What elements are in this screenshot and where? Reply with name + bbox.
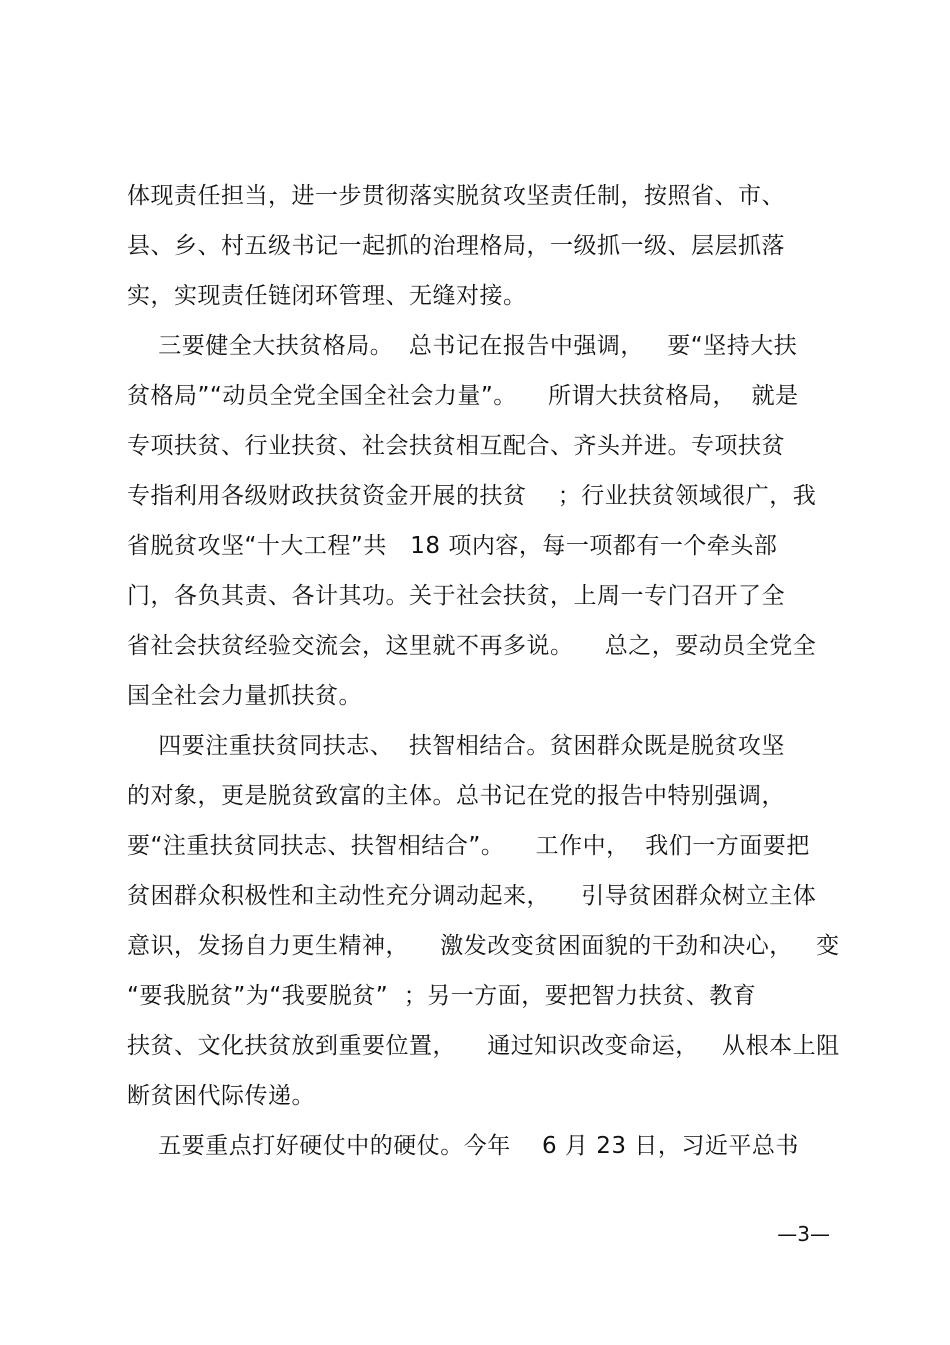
page-number: —3— (777, 1222, 830, 1246)
text-line: 五要重点打好硬仗中的硬仗。今年 6 月 23 日，习近平总书 (127, 1133, 799, 1159)
text-line: 体现责任担当，进一步贯彻落实脱贫攻坚责任制，按照省、市、 (127, 183, 785, 209)
text-line: 要“注重扶贫同扶志、扶智相结合”。 工作中， 我们一方面要把 (127, 833, 810, 859)
text-line: 的对象，更是脱贫致富的主体。总书记在党的报告中特别强调， (127, 783, 785, 809)
text-line: 省社会扶贫经验交流会，这里就不再多说。 总之，要动员全党全 (127, 633, 817, 659)
text-line: 贫格局”“动员全党全国全社会力量”。 所谓大扶贫格局， 就是 (127, 383, 799, 409)
text-line: 断贫困代际传递。 (127, 1083, 315, 1109)
text-line: 四要注重扶贫同扶志、 扶智相结合。贫困群众既是脱贫攻坚 (127, 733, 785, 759)
text-line: 意识，发扬自力更生精神， 激发改变贫困面貌的干劲和决心， 变 (127, 933, 840, 959)
text-line: “要我脱贫”为“我要脱贫” ；另一方面，要把智力扶贫、教育 (127, 983, 757, 1009)
text-line: 专指利用各级财政扶贫资金开展的扶贫 ；行业扶贫领域很广，我 (127, 483, 817, 509)
text-line: 专项扶贫、行业扶贫、社会扶贫相互配合、齐头并进。专项扶贫 (127, 433, 785, 459)
text-line: 国全社会力量抓扶贫。 (127, 683, 362, 709)
text-line: 实，实现责任链闭环管理、无缝对接。 (127, 283, 527, 309)
text-line: 门，各负其责、各计其功。关于社会扶贫，上周一专门召开了全 (127, 583, 785, 609)
text-line: 三要健全大扶贫格局。 总书记在报告中强调， 要“坚持大扶 (127, 333, 798, 359)
text-line: 扶贫、文化扶贫放到重要位置， 通过知识改变命运， 从根本上阻 (127, 1033, 840, 1059)
text-line: 贫困群众积极性和主动性充分调动起来， 引导贫困群众树立主体 (127, 883, 817, 909)
text-line: 县、乡、村五级书记一起抓的治理格局，一级抓一级、层层抓落 (127, 233, 785, 259)
text-line: 省脱贫攻坚“十大工程”共 18 项内容，每一项都有一个牵头部 (127, 533, 778, 559)
